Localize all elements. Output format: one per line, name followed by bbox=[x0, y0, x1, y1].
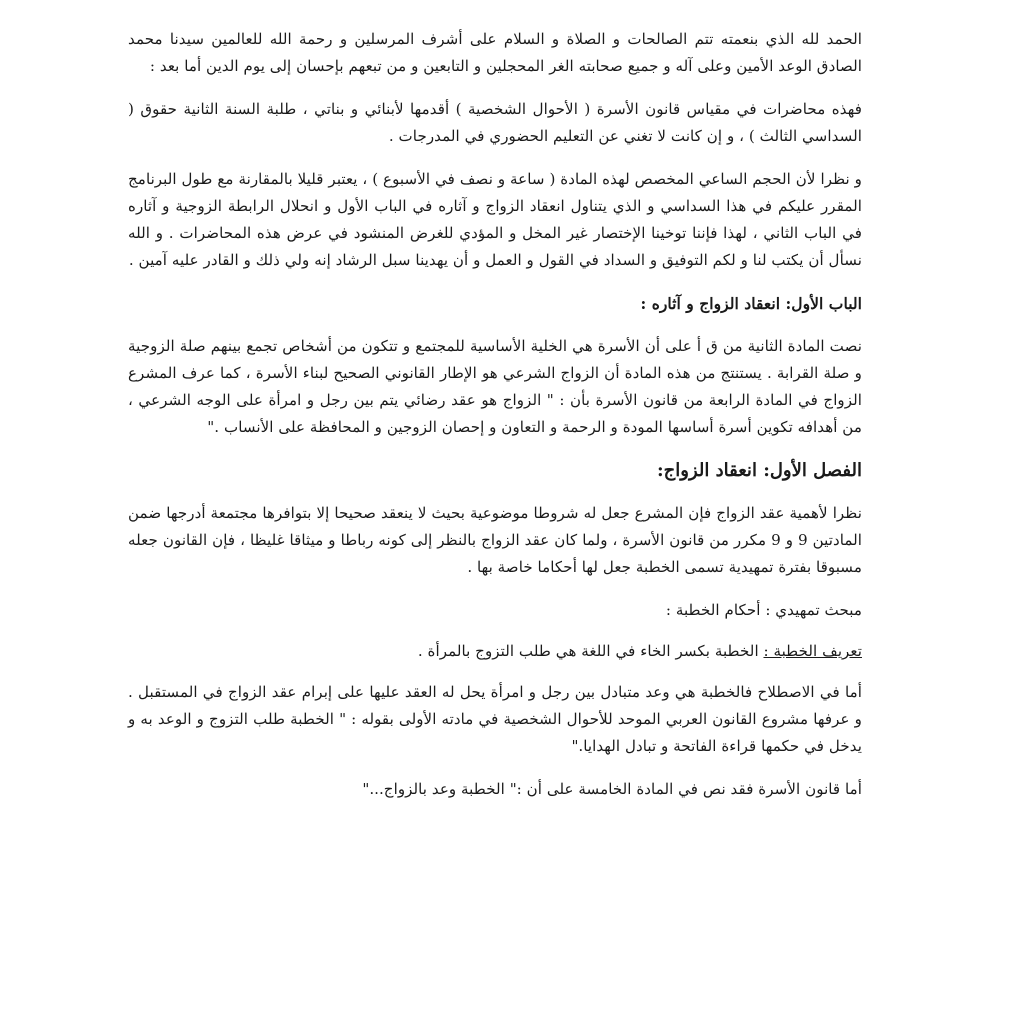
chapter-heading: الباب الأول: انعقاد الزواج و آثاره : bbox=[640, 294, 862, 313]
last-line: أما قانون الأسرة فقد نص في المادة الخامسة على أن :" الخطبة وعد بالزواج..." bbox=[362, 780, 862, 798]
subsection-heading: مبحث تمهيدي : أحكام الخطبة : bbox=[665, 601, 862, 619]
definition-paragraph: أما في الاصطلاح فالخطبة هي وعد متبادل بين رجل و امرأة يحل له العقد عليها على إبرام عقد الزواج في المستقبل . و عرفها مشروع القانون العربي الموحد للأحوال الشخصية في مادته الأولى بقوله : " الخطبة طلب التزوج و الوعد به و يدخل في حكمها قراءة الفاتحة و تبادل الهدايا." bbox=[128, 683, 862, 755]
section-paragraph: نظرا لأهمية عقد الزواج فإن المشرع جعل له شروطا موضوعية بحيث لا ينعقد صحيحا إلا بتوافرها مجتمعة أدرجها ضمن المادتين 9 و 9 مكرر من قانون الأسرة ، ولما كان عقد الزواج بالنظر إلى كونه رباطا و ميثاقا غليظا ، فإن القانون جعله مسبوقا بفترة تمهيدية تسمى الخطبة جعل لها أحكاما خاصة بها . bbox=[128, 504, 862, 576]
definition-text: الخطبة بكسر الخاء في اللغة هي طلب التزوج بالمرأة . bbox=[417, 642, 759, 660]
definition-term: تعريف الخطبة : bbox=[763, 642, 862, 660]
document-body bbox=[128, 26, 862, 803]
section-heading: الفصل الأول: انعقاد الزواج: bbox=[657, 460, 862, 481]
definition-line bbox=[128, 638, 862, 665]
time-paragraph: و نظرا لأن الحجم الساعي المخصص لهذه المادة ( ساعة و نصف في الأسبوع ) ، يعتبر قليلا بالمقارنة مع طول البرنامج المقرر عليكم في هذا السداسي و الذي يتناول انعقاد الزواج و آثاره في الباب الأول و انحلال الرابطة الزوجية و آثاره في الباب الثاني ، لهذا فإننا توخينا الإختصار غير المخل و المؤدي للغرض المنشود في عرض هذه المحاضرات . و الله نسأل أن يكتب لنا و لكم التوفيق و السداد في القول و العمل و أن يهدينا سبل الرشاد إنه ولي ذلك و القادر عليه آمين . bbox=[128, 170, 863, 269]
lectures-paragraph: فهذه محاضرات في مقياس قانون الأسرة ( الأحوال الشخصية ) أقدمها لأبنائي و بناتي ، طلبة السنة الثانية حقوق ( السداسي الثالث ) ، و إن كانت لا تغني عن التعليم الحضوري في المدرجات . bbox=[128, 100, 862, 145]
chapter-paragraph: نصت المادة الثانية من ق أ على أن الأسرة هي الخلية الأساسية للمجتمع و تتكون من أشخاص تجمع بينهم صلة الزوجية و صلة القرابة . يستنتج من هذه المادة أن الزواج الشرعي هو الإطار القانوني الصحيح لبناء الأسرة ، كما عرف المشرع الزواج في المادة الرابعة من قانون الأسرة بأن : " الزواج هو عقد رضائي يتم بين رجل و امرأة على الوجه الشرعي ، من أهدافه تكوين أسرة أساسها المودة و الرحمة و التعاون و إحصان الزوجين و المحافظة على الأنساب ." bbox=[128, 337, 862, 436]
intro-paragraph: الحمد لله الذي بنعمته تتم الصالحات و الصلاة و السلام على أشرف المرسلين و رحمة الله للعالمين سيدنا محمد الصادق الوعد الأمين وعلى آله و جميع صحابته الغر المحجلين و التابعين و من تبعهم بإحسان إلى يوم الدين أما بعد : bbox=[128, 30, 862, 75]
